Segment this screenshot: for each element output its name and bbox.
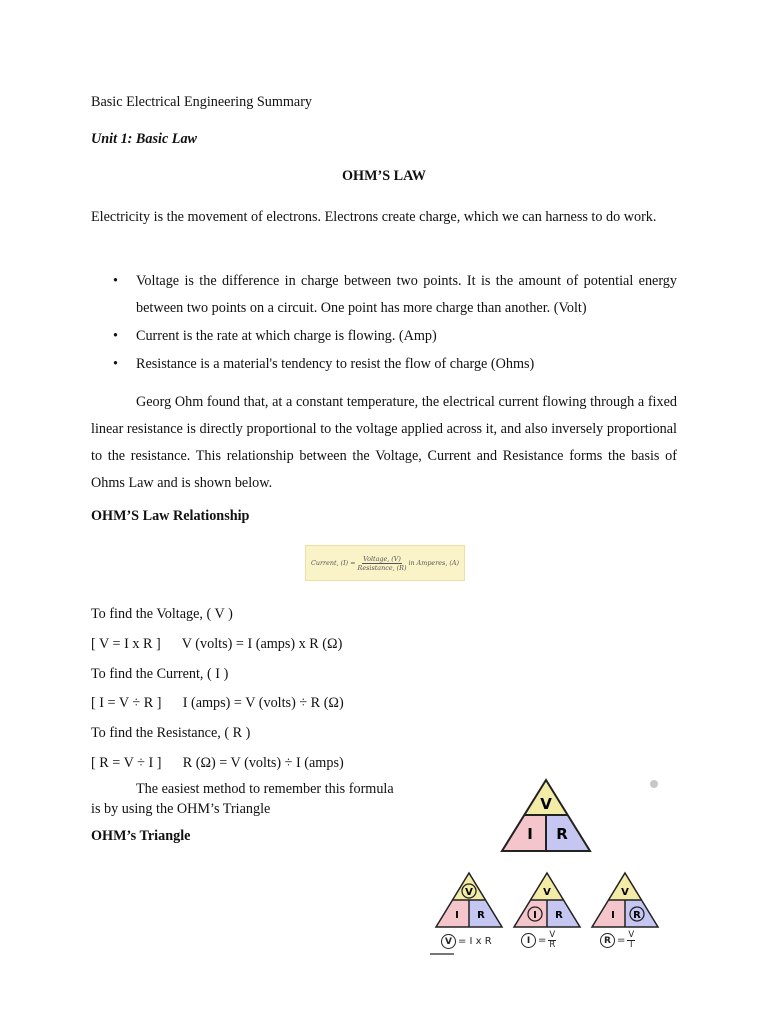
formula-underline — [430, 953, 454, 955]
equation-line: [ R = V ÷ I ] R (Ω) = V (volts) ÷ I (amps) — [91, 754, 344, 771]
triangle-intro-line: The easiest method to remember this formula — [136, 781, 394, 797]
fraction-numerator: V — [628, 930, 635, 940]
list-item: • Resistance is a material's tendency to resist the flow of charge (Ohms) — [91, 351, 677, 378]
equation-list — [91, 600, 344, 779]
image-corner-badge — [650, 780, 658, 788]
voltage-formula — [441, 934, 492, 949]
circled-letter: V — [441, 934, 456, 949]
list-item: • Voltage is the difference in charge between two points. It is the amount of potential energy between two points on a circuit. One point has more charge than another. (Volt) — [91, 268, 677, 321]
equation-line: To find the Current, ( I ) — [91, 665, 229, 682]
resistance-formula — [600, 931, 635, 950]
triangle-label-i: I — [527, 825, 533, 843]
current-formula — [521, 931, 556, 950]
formula-text: = — [617, 935, 626, 946]
triangle-label-r: R — [633, 910, 641, 921]
formula-numerator: Voltage, (V) — [363, 554, 401, 563]
triangle-label-r: R — [477, 910, 485, 921]
triangle-heading: OHM’s Triangle — [91, 828, 191, 844]
equation-line: To find the Voltage, ( V ) — [91, 606, 233, 622]
list-item: • Current is the rate at which charge is flowing. (Amp) — [91, 323, 677, 350]
document-header: Basic Electrical Engineering Summary — [91, 94, 313, 110]
formula-text: = — [538, 935, 547, 946]
ohms-law-formula-image — [305, 545, 465, 581]
triangle-i-region — [502, 815, 546, 851]
triangle-i-region — [436, 900, 469, 927]
triangle-label-v: V — [540, 795, 552, 813]
unit-title: Unit 1: Basic Law — [91, 131, 198, 147]
triangle-label-i: I — [533, 910, 537, 921]
triangle-label-v: V — [621, 887, 629, 898]
triangle-label-v: V — [543, 887, 551, 898]
formula-fraction — [358, 555, 407, 572]
circled-letter: R — [600, 933, 615, 948]
triangle-label-r: R — [556, 825, 568, 843]
fraction-denominator: I — [630, 940, 633, 950]
ohms-triangle-voltage — [433, 871, 505, 929]
triangle-r-region — [547, 900, 580, 927]
equation-line: To find the Resistance, ( R ) — [91, 725, 251, 742]
formula-rhs: in Amperes, (A) — [408, 559, 459, 567]
triangle-label-i: I — [611, 910, 615, 921]
fraction-numerator: V — [549, 930, 556, 940]
triangle-i-region — [592, 900, 625, 927]
triangle-label-r: R — [555, 910, 563, 921]
formula-lhs: Current, (I) = — [311, 559, 356, 567]
definition-list — [91, 268, 677, 379]
triangle-label-v: V — [465, 887, 473, 898]
formula-text: = I x R — [458, 936, 492, 947]
circled-letter: I — [521, 933, 536, 948]
triangle-r-region — [546, 815, 590, 851]
fraction-denominator: R — [549, 940, 556, 950]
triangle-intro-paragraph — [91, 779, 411, 819]
formula-fraction — [627, 931, 635, 950]
ohms-triangle-resistance — [589, 871, 661, 929]
ohm-paragraph: Georg Ohm found that, at a constant temperature, the electrical current flowing through a fixed linear resistance is directly proportional to the voltage applied across it, and also inversely proportional to the resistance. This relationship between the Voltage, Current and Resistance forms the basis of Ohms Law and is shown below. — [91, 394, 677, 491]
triangle-r-region — [469, 900, 502, 927]
formula-denominator: Resistance, (R) — [357, 563, 407, 572]
ohms-triangle-main — [498, 777, 594, 855]
section-title: OHM’S LAW — [342, 168, 426, 184]
relationship-heading: OHM’S Law Relationship — [91, 508, 250, 524]
intro-paragraph: Electricity is the movement of electrons. Electrons create charge, which we can harness to do work. — [91, 209, 657, 225]
ohms-triangle-current — [511, 871, 583, 929]
triangle-label-i: I — [455, 910, 459, 921]
equation-line: [ V = I x R ] V (volts) = I (amps) x R (Ω) — [91, 635, 343, 652]
formula-fraction — [548, 931, 556, 950]
triangle-intro-line: is by using the OHM’s Triangle — [91, 801, 271, 817]
equation-line: [ I = V ÷ R ] I (amps) = V (volts) ÷ R (Ω) — [91, 695, 344, 712]
